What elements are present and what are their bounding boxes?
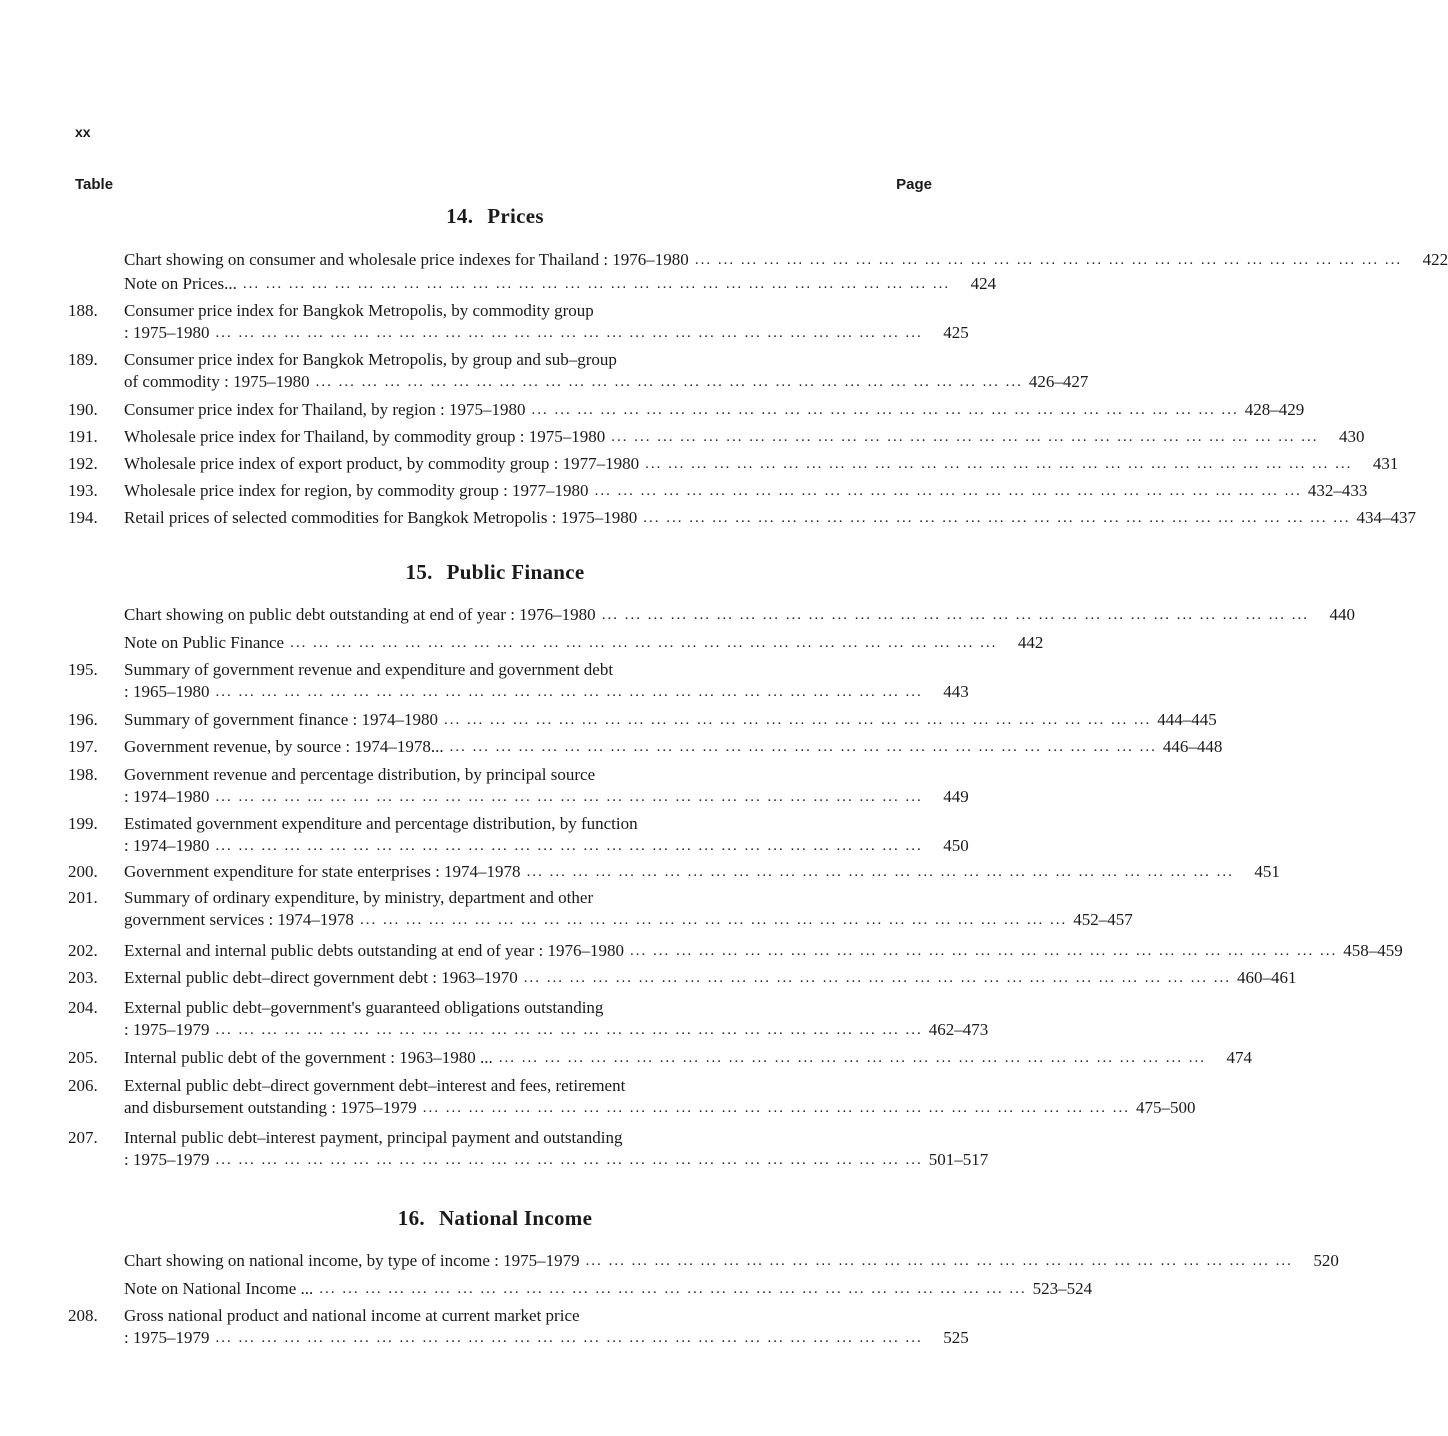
entry-last-line bbox=[124, 427, 1365, 447]
dot-leader: ... ... ... ... ... ... ... ... ... ... ... ... ... ... ... ... ... ... ... ... ... ... ... ... ... ... ... ... ... ... ... bbox=[629, 943, 1338, 959]
section-number: 14. bbox=[446, 204, 474, 228]
dot-leader: ... ... ... ... ... ... ... ... ... ... ... ... ... ... ... ... ... ... ... ... ... ... ... ... ... ... ... ... ... ... ... bbox=[215, 1022, 923, 1038]
entry-title-text: government services : 1974–1978 bbox=[124, 910, 354, 929]
table-number: 189. bbox=[68, 350, 98, 369]
entry-title-text: Chart showing on public debt outstanding at end of year : 1976–1980 bbox=[124, 605, 596, 624]
section-heading bbox=[0, 1206, 990, 1231]
entry-title-text: : 1974–1980 bbox=[124, 787, 210, 806]
dot-leader: ... ... ... ... ... ... ... ... ... ... ... ... ... ... ... ... ... ... ... ... ... ... ... ... ... ... ... ... ... ... ... bbox=[449, 739, 1157, 755]
dot-leader: ... ... ... ... ... ... ... ... ... ... ... ... ... ... ... ... ... ... ... ... ... ... ... ... ... ... ... ... ... ... ... bbox=[215, 1330, 923, 1346]
table-number: 205. bbox=[68, 1048, 98, 1067]
dot-leader: ... ... ... ... ... ... ... ... ... ... ... ... ... ... ... ... ... ... ... ... ... ... ... ... ... ... ... ... ... ... ... bbox=[443, 712, 1152, 728]
entry-title-text: of commodity : 1975–1980 bbox=[124, 372, 310, 391]
table-number: 197. bbox=[68, 737, 98, 756]
dot-leader: ... ... ... ... ... ... ... ... ... ... ... ... ... ... ... ... ... ... ... ... ... ... ... ... ... ... ... ... ... ... ... bbox=[215, 789, 923, 805]
dot-leader: ... ... ... ... ... ... ... ... ... ... ... ... ... ... ... ... ... ... ... ... ... ... ... ... ... ... ... ... ... ... ... bbox=[643, 510, 1351, 526]
entry-title-line: Summary of ordinary expenditure, by ministry, department and other bbox=[124, 888, 594, 907]
page-reference: 431 bbox=[1372, 454, 1399, 473]
section-title: National Income bbox=[438, 1206, 593, 1230]
table-number: 207. bbox=[68, 1128, 98, 1147]
page-column-header: Page bbox=[896, 176, 932, 193]
page-reference: 422 bbox=[1422, 250, 1448, 269]
entry-last-line bbox=[124, 682, 969, 702]
entry-title-text: Government revenue, by source : 1974–1978... bbox=[124, 737, 444, 756]
entry-last-line bbox=[124, 941, 1403, 961]
entry-title-line: Estimated government expenditure and percentage distribution, by function bbox=[124, 814, 638, 833]
entry-title-text: : 1975–1979 bbox=[124, 1150, 210, 1169]
entry-last-line bbox=[124, 481, 1368, 501]
entry-title-text: : 1965–1980 bbox=[124, 682, 210, 701]
page-reference: 462–473 bbox=[928, 1020, 989, 1039]
page-reference: 430 bbox=[1339, 427, 1365, 446]
dot-leader: ... ... ... ... ... ... ... ... ... ... ... ... ... ... ... ... ... ... ... ... ... ... ... ... ... ... ... ... ... ... ... bbox=[290, 635, 998, 651]
section-heading bbox=[0, 204, 990, 229]
dot-leader: ... ... ... ... ... ... ... ... ... ... ... ... ... ... ... ... ... ... ... ... ... ... ... ... ... ... ... ... ... ... ... bbox=[498, 1050, 1206, 1066]
entry-title-text: Chart showing on consumer and wholesale price indexes for Thailand : 1976–1980 bbox=[124, 250, 689, 269]
entry-title-text: Retail prices of selected commodities for Bangkok Metropolis : 1975–1980 bbox=[124, 508, 638, 527]
dot-leader: ... ... ... ... ... ... ... ... ... ... ... ... ... ... ... ... ... ... ... ... ... ... ... ... ... ... ... ... ... ... ... bbox=[694, 252, 1403, 268]
entry-last-line bbox=[124, 372, 1089, 392]
entry-title-text: and disbursement outstanding : 1975–1979 bbox=[124, 1098, 417, 1117]
table-number: 198. bbox=[68, 765, 98, 784]
page-reference: 428–429 bbox=[1244, 400, 1305, 419]
entry-title-line: Gross national product and national income at current market price bbox=[124, 1306, 580, 1325]
page-reference: 458–459 bbox=[1343, 941, 1403, 960]
entry-title-line: Internal public debt–interest payment, principal payment and outstanding bbox=[124, 1128, 623, 1147]
dot-leader: ... ... ... ... ... ... ... ... ... ... ... ... ... ... ... ... ... ... ... ... ... ... ... ... ... ... ... ... ... ... ... bbox=[359, 912, 1068, 928]
entry-title-line: External public debt–government's guaranteed obligations outstanding bbox=[124, 998, 604, 1017]
entry-title-line: Consumer price index for Bangkok Metropolis, by group and sub–group bbox=[124, 350, 617, 369]
page-number: xx bbox=[75, 124, 91, 140]
entry-last-line bbox=[124, 323, 969, 343]
entry-last-line bbox=[124, 737, 1223, 757]
page-reference: 523–524 bbox=[1032, 1279, 1093, 1298]
page-reference: 442 bbox=[1017, 633, 1044, 652]
table-number: 199. bbox=[68, 814, 98, 833]
table-number: 190. bbox=[68, 400, 98, 419]
entry-title-text: : 1975–1979 bbox=[124, 1328, 210, 1347]
dot-leader: ... ... ... ... ... ... ... ... ... ... ... ... ... ... ... ... ... ... ... ... ... ... ... ... ... ... ... ... ... ... ... bbox=[315, 374, 1023, 390]
entry-title-text: : 1975–1980 bbox=[124, 323, 210, 342]
entry-last-line bbox=[124, 1048, 1252, 1068]
entry-last-line bbox=[124, 1279, 1093, 1299]
entry-last-line bbox=[124, 836, 969, 856]
section-title: Public Finance bbox=[446, 560, 585, 584]
dot-leader: ... ... ... ... ... ... ... ... ... ... ... ... ... ... ... ... ... ... ... ... ... ... ... ... ... ... ... ... ... ... ... bbox=[242, 276, 951, 292]
page-reference: 451 bbox=[1254, 862, 1280, 881]
table-number: 206. bbox=[68, 1076, 98, 1095]
entry-last-line bbox=[124, 605, 1355, 625]
entry-last-line bbox=[124, 910, 1133, 930]
page-reference: 452–457 bbox=[1073, 910, 1133, 929]
dot-leader: ... ... ... ... ... ... ... ... ... ... ... ... ... ... ... ... ... ... ... ... ... ... ... ... ... ... ... ... ... ... ... bbox=[645, 456, 1353, 472]
table-number: 194. bbox=[68, 508, 98, 527]
table-number: 201. bbox=[68, 888, 98, 907]
table-number: 188. bbox=[68, 301, 98, 320]
entry-last-line bbox=[124, 400, 1305, 420]
page-reference: 443 bbox=[943, 682, 969, 701]
entry-title-line: Government revenue and percentage distribution, by principal source bbox=[124, 765, 596, 784]
section-number: 16. bbox=[397, 1206, 425, 1230]
entry-last-line bbox=[124, 1020, 989, 1040]
entry-title-text: : 1974–1980 bbox=[124, 836, 210, 855]
entry-title-line: Summary of government revenue and expenditure and government debt bbox=[124, 660, 614, 679]
table-number: 203. bbox=[68, 968, 98, 987]
dot-leader: ... ... ... ... ... ... ... ... ... ... ... ... ... ... ... ... ... ... ... ... ... ... ... ... ... ... ... ... ... ... ... bbox=[215, 838, 923, 854]
entry-title-text: Wholesale price index for region, by commodity group : 1977–1980 bbox=[124, 481, 589, 500]
dot-leader: ... ... ... ... ... ... ... ... ... ... ... ... ... ... ... ... ... ... ... ... ... ... ... ... ... ... ... ... ... ... ... bbox=[601, 607, 1309, 623]
entry-title-text: Government expenditure for state enterprises : 1974–1978 bbox=[124, 862, 521, 881]
page-reference: 434–437 bbox=[1356, 508, 1416, 527]
entry-title-text: External and internal public debts outstanding at end of year : 1976–1980 bbox=[124, 941, 624, 960]
page-reference: 425 bbox=[943, 323, 969, 342]
page-reference: 426–427 bbox=[1028, 372, 1089, 391]
dot-leader: ... ... ... ... ... ... ... ... ... ... ... ... ... ... ... ... ... ... ... ... ... ... ... ... ... ... ... ... ... ... ... bbox=[422, 1100, 1131, 1116]
entry-title-text: Wholesale price index for Thailand, by commodity group : 1975–1980 bbox=[124, 427, 606, 446]
dot-leader: ... ... ... ... ... ... ... ... ... ... ... ... ... ... ... ... ... ... ... ... ... ... ... ... ... ... ... ... ... ... ... bbox=[585, 1253, 1293, 1269]
dot-leader: ... ... ... ... ... ... ... ... ... ... ... ... ... ... ... ... ... ... ... ... ... ... ... ... ... ... ... ... ... ... ... bbox=[611, 429, 1319, 445]
section-heading bbox=[0, 560, 990, 585]
entry-last-line bbox=[124, 454, 1399, 474]
entry-last-line bbox=[124, 968, 1297, 988]
entry-last-line bbox=[124, 274, 997, 294]
table-number: 191. bbox=[68, 427, 98, 446]
dot-leader: ... ... ... ... ... ... ... ... ... ... ... ... ... ... ... ... ... ... ... ... ... ... ... ... ... ... ... ... ... ... ... bbox=[523, 970, 1231, 986]
page-reference: 444–445 bbox=[1157, 710, 1217, 729]
entry-title-line: Consumer price index for Bangkok Metropolis, by commodity group bbox=[124, 301, 594, 320]
table-number: 200. bbox=[68, 862, 98, 881]
entry-title-text: Note on Public Finance bbox=[124, 633, 285, 652]
table-column-header: Table bbox=[75, 176, 114, 193]
entry-title-text: : 1975–1979 bbox=[124, 1020, 210, 1039]
entry-title-text: External public debt–direct government debt : 1963–1970 bbox=[124, 968, 518, 987]
table-number: 204. bbox=[68, 998, 98, 1017]
entry-title-text: Consumer price index for Thailand, by region : 1975–1980 bbox=[124, 400, 526, 419]
page-reference: 520 bbox=[1313, 1251, 1339, 1270]
dot-leader: ... ... ... ... ... ... ... ... ... ... ... ... ... ... ... ... ... ... ... ... ... ... ... ... ... ... ... ... ... ... ... bbox=[319, 1281, 1027, 1297]
section-title: Prices bbox=[487, 204, 544, 228]
page-reference: 446–448 bbox=[1162, 737, 1223, 756]
page-reference: 501–517 bbox=[928, 1150, 989, 1169]
entry-last-line bbox=[124, 633, 1044, 653]
entry-title-text: Note on National Income ... bbox=[124, 1279, 314, 1298]
dot-leader: ... ... ... ... ... ... ... ... ... ... ... ... ... ... ... ... ... ... ... ... ... ... ... ... ... ... ... ... ... ... ... bbox=[215, 1152, 923, 1168]
dot-leader: ... ... ... ... ... ... ... ... ... ... ... ... ... ... ... ... ... ... ... ... ... ... ... ... ... ... ... ... ... ... ... bbox=[531, 402, 1239, 418]
entry-last-line bbox=[124, 787, 969, 807]
entry-last-line bbox=[124, 1150, 989, 1170]
page-reference: 424 bbox=[970, 274, 997, 293]
entry-last-line bbox=[124, 710, 1217, 730]
entry-last-line bbox=[124, 1328, 969, 1348]
table-number: 192. bbox=[68, 454, 98, 473]
section-number: 15. bbox=[405, 560, 433, 584]
dot-leader: ... ... ... ... ... ... ... ... ... ... ... ... ... ... ... ... ... ... ... ... ... ... ... ... ... ... ... ... ... ... ... bbox=[594, 483, 1302, 499]
page-reference: 440 bbox=[1329, 605, 1355, 624]
page-reference: 525 bbox=[943, 1328, 969, 1347]
dot-leader: ... ... ... ... ... ... ... ... ... ... ... ... ... ... ... ... ... ... ... ... ... ... ... ... ... ... ... ... ... ... ... bbox=[215, 684, 923, 700]
entry-last-line bbox=[124, 1098, 1196, 1118]
table-number: 196. bbox=[68, 710, 98, 729]
page-reference: 460–461 bbox=[1236, 968, 1297, 987]
page-reference: 449 bbox=[943, 787, 969, 806]
entry-last-line bbox=[124, 508, 1416, 528]
entry-title-line: External public debt–direct government debt–interest and fees, retirement bbox=[124, 1076, 626, 1095]
page-reference: 475–500 bbox=[1136, 1098, 1196, 1117]
entry-last-line bbox=[124, 250, 1448, 270]
dot-leader: ... ... ... ... ... ... ... ... ... ... ... ... ... ... ... ... ... ... ... ... ... ... ... ... ... ... ... ... ... ... ... bbox=[215, 325, 923, 341]
page-reference: 450 bbox=[943, 836, 969, 855]
entry-last-line bbox=[124, 1251, 1339, 1271]
dot-leader: ... ... ... ... ... ... ... ... ... ... ... ... ... ... ... ... ... ... ... ... ... ... ... ... ... ... ... ... ... ... ... bbox=[526, 864, 1234, 880]
page-reference: 432–433 bbox=[1307, 481, 1368, 500]
entry-title-text: Summary of government finance : 1974–1980 bbox=[124, 710, 438, 729]
entry-title-text: Wholesale price index of export product, by commodity group : 1977–1980 bbox=[124, 454, 640, 473]
entry-last-line bbox=[124, 862, 1280, 882]
entry-title-text: Chart showing on national income, by type of income : 1975–1979 bbox=[124, 1251, 580, 1270]
entry-title-text: Note on Prices... bbox=[124, 274, 237, 293]
table-number: 195. bbox=[68, 660, 98, 679]
table-number: 193. bbox=[68, 481, 98, 500]
table-number: 208. bbox=[68, 1306, 98, 1325]
table-number: 202. bbox=[68, 941, 98, 960]
page-reference: 474 bbox=[1226, 1048, 1252, 1067]
entry-title-text: Internal public debt of the government : 1963–1980 ... bbox=[124, 1048, 493, 1067]
